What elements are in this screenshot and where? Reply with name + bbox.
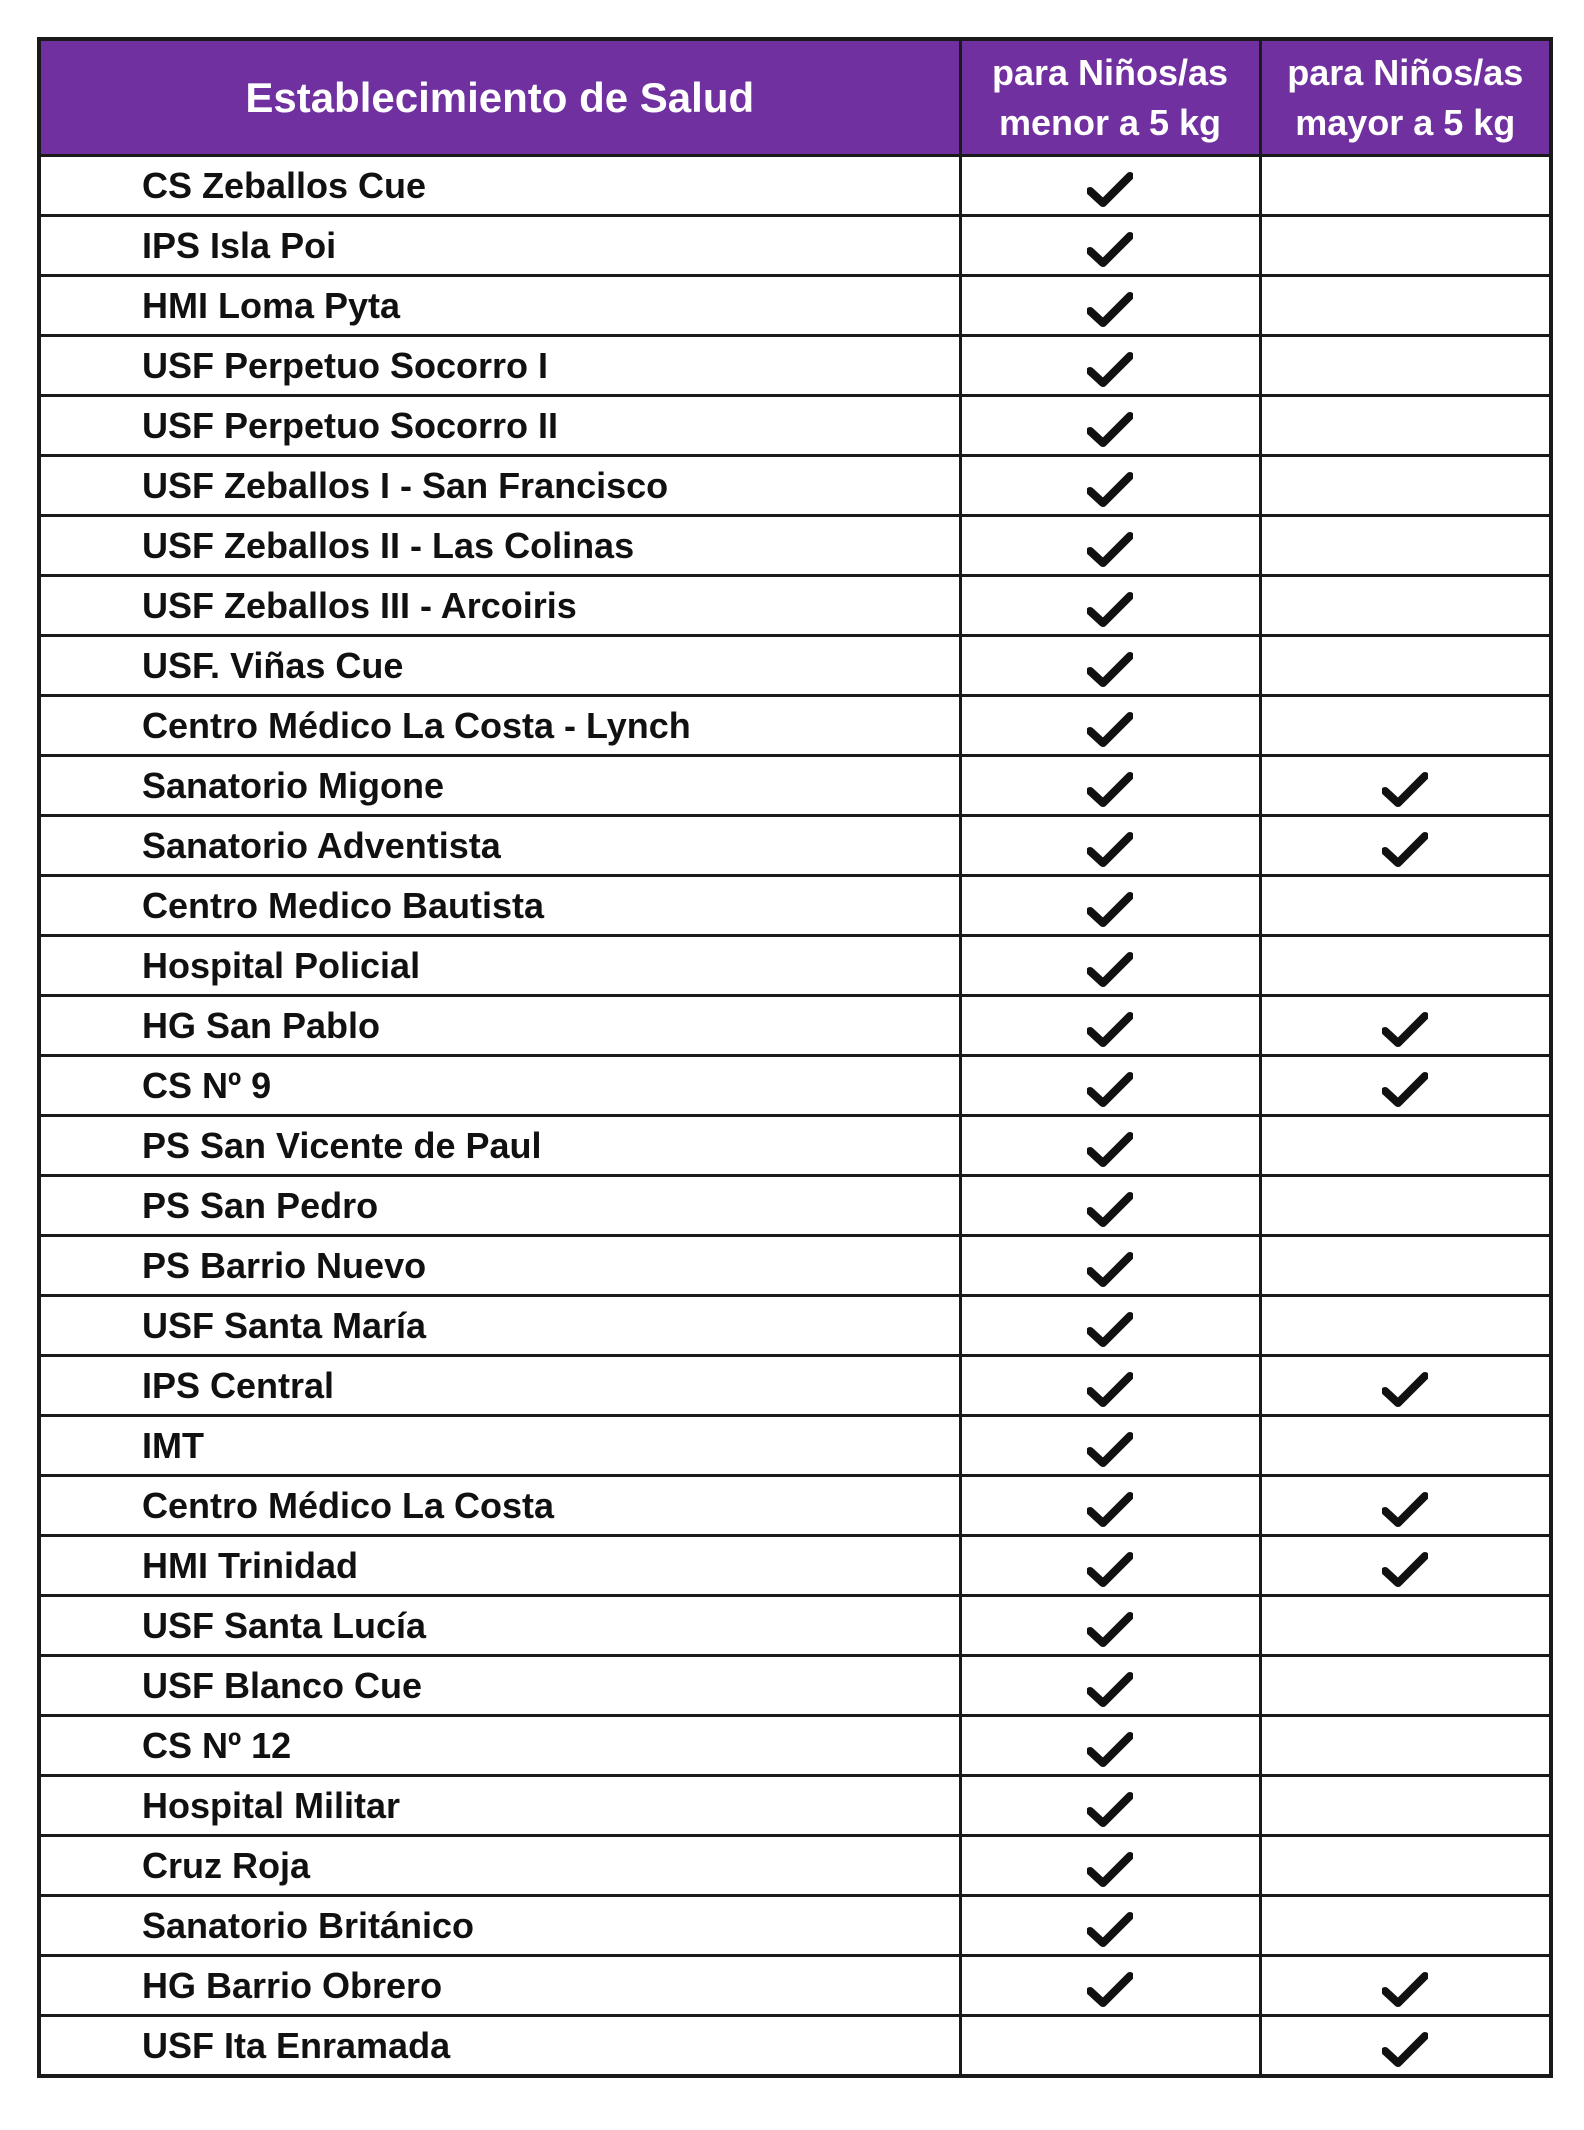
under-5kg-cell	[960, 336, 1260, 396]
checkmark-icon	[1087, 952, 1133, 988]
over-5kg-cell	[1260, 1536, 1551, 1596]
table-row	[39, 1536, 1551, 1596]
over-5kg-cell	[1260, 756, 1551, 816]
checkmark-icon	[1087, 412, 1133, 448]
table-row	[39, 816, 1551, 876]
table-row	[39, 216, 1551, 276]
table-row	[39, 1776, 1551, 1836]
checkmark-icon	[1087, 1252, 1133, 1288]
over-5kg-cell	[1260, 1356, 1551, 1416]
over-5kg-cell	[1260, 336, 1551, 396]
establishment-name: PS Barrio Nuevo	[39, 1236, 960, 1296]
establishment-name: PS San Vicente de Paul	[39, 1116, 960, 1176]
over-5kg-cell	[1260, 276, 1551, 336]
table-row	[39, 1596, 1551, 1656]
under-5kg-cell	[960, 1296, 1260, 1356]
under-5kg-cell	[960, 1836, 1260, 1896]
establishment-name: USF Santa Lucía	[39, 1596, 960, 1656]
establishment-name: USF Perpetuo Socorro II	[39, 396, 960, 456]
checkmark-icon	[1087, 1492, 1133, 1528]
table-row	[39, 636, 1551, 696]
checkmark-icon	[1087, 292, 1133, 328]
establishment-name: Cruz Roja	[39, 1836, 960, 1896]
over-5kg-cell	[1260, 996, 1551, 1056]
over-5kg-cell	[1260, 1896, 1551, 1956]
table-row	[39, 1116, 1551, 1176]
checkmark-icon	[1382, 832, 1428, 868]
checkmark-icon	[1087, 1972, 1133, 2008]
under-5kg-cell	[960, 156, 1260, 216]
establishments-table	[37, 37, 1553, 2078]
under-5kg-cell	[960, 1416, 1260, 1476]
over-5kg-cell	[1260, 1956, 1551, 2016]
table-row	[39, 276, 1551, 336]
over-5kg-cell	[1260, 1236, 1551, 1296]
establishment-name: PS San Pedro	[39, 1176, 960, 1236]
under-5kg-cell	[960, 1956, 1260, 2016]
checkmark-icon	[1087, 592, 1133, 628]
under-5kg-cell	[960, 516, 1260, 576]
under-5kg-cell	[960, 216, 1260, 276]
under-5kg-header-line-1: para Niños/as	[991, 51, 1229, 93]
checkmark-icon	[1087, 1372, 1133, 1408]
checkmark-icon	[1382, 2032, 1428, 2068]
over-5kg-cell	[1260, 696, 1551, 756]
table-row	[39, 516, 1551, 576]
table-row	[39, 336, 1551, 396]
under-5kg-cell	[960, 1596, 1260, 1656]
checkmark-icon	[1087, 472, 1133, 508]
establishment-name: Hospital Policial	[39, 936, 960, 996]
checkmark-icon	[1087, 1852, 1133, 1888]
checkmark-icon	[1087, 532, 1133, 568]
checkmark-icon	[1382, 1972, 1428, 2008]
over-5kg-cell	[1260, 216, 1551, 276]
establishment-name: IMT	[39, 1416, 960, 1476]
over-5kg-cell	[1260, 516, 1551, 576]
table-row	[39, 1236, 1551, 1296]
checkmark-icon	[1087, 892, 1133, 928]
checkmark-icon	[1087, 1552, 1133, 1588]
under-5kg-cell	[960, 876, 1260, 936]
checkmark-icon	[1087, 1612, 1133, 1648]
establishment-name: USF. Viñas Cue	[39, 636, 960, 696]
checkmark-icon	[1087, 172, 1133, 208]
establishment-name: Centro Médico La Costa	[39, 1476, 960, 1536]
establishment-name: HMI Trinidad	[39, 1536, 960, 1596]
over-5kg-cell	[1260, 816, 1551, 876]
under-5kg-cell	[960, 756, 1260, 816]
over-5kg-cell	[1260, 876, 1551, 936]
under-5kg-cell	[960, 1056, 1260, 1116]
establishment-name: IPS Isla Poi	[39, 216, 960, 276]
under-5kg-cell	[960, 816, 1260, 876]
under-5kg-cell	[960, 1116, 1260, 1176]
establishment-name: Sanatorio Migone	[39, 756, 960, 816]
table-header	[39, 39, 1551, 156]
establishment-name: Centro Médico La Costa - Lynch	[39, 696, 960, 756]
checkmark-icon	[1087, 1672, 1133, 1708]
establishment-name: HG San Pablo	[39, 996, 960, 1056]
under-5kg-cell	[960, 1656, 1260, 1716]
under-5kg-cell	[960, 1236, 1260, 1296]
establishment-name: CS Nº 12	[39, 1716, 960, 1776]
checkmark-icon	[1087, 1792, 1133, 1828]
over-5kg-cell	[1260, 1116, 1551, 1176]
over-5kg-cell	[1260, 1056, 1551, 1116]
establishment-name: IPS Central	[39, 1356, 960, 1416]
establishment-name: CS Zeballos Cue	[39, 156, 960, 216]
table-row	[39, 576, 1551, 636]
checkmark-icon	[1087, 1132, 1133, 1168]
over-5kg-cell	[1260, 156, 1551, 216]
checkmark-icon	[1087, 652, 1133, 688]
checkmark-icon	[1087, 1732, 1133, 1768]
table-row	[39, 156, 1551, 216]
over-5kg-cell	[1260, 1416, 1551, 1476]
under-5kg-cell	[960, 1176, 1260, 1236]
establishment-name: USF Zeballos III - Arcoiris	[39, 576, 960, 636]
under-5kg-cell	[960, 1356, 1260, 1416]
over-5kg-header-line-2: mayor a 5 kg	[1295, 101, 1516, 143]
table-row	[39, 1356, 1551, 1416]
under-5kg-column-header	[960, 39, 1260, 156]
table-row	[39, 1656, 1551, 1716]
table-row	[39, 936, 1551, 996]
establishment-name: Sanatorio Adventista	[39, 816, 960, 876]
under-5kg-cell	[960, 636, 1260, 696]
over-5kg-cell	[1260, 1476, 1551, 1536]
establishment-name: CS Nº 9	[39, 1056, 960, 1116]
table-row	[39, 996, 1551, 1056]
over-5kg-header-line-1: para Niños/as	[1287, 51, 1524, 93]
table-row	[39, 396, 1551, 456]
checkmark-icon	[1087, 352, 1133, 388]
under-5kg-header-line-2: menor a 5 kg	[998, 101, 1222, 143]
table-row	[39, 696, 1551, 756]
table-row	[39, 1896, 1551, 1956]
over-5kg-cell	[1260, 2016, 1551, 2077]
over-5kg-cell	[1260, 936, 1551, 996]
establishment-name: Hospital Militar	[39, 1776, 960, 1836]
establishment-name: USF Zeballos II - Las Colinas	[39, 516, 960, 576]
over-5kg-cell	[1260, 1716, 1551, 1776]
checkmark-icon	[1382, 1012, 1428, 1048]
table-row	[39, 2016, 1551, 2077]
checkmark-icon	[1087, 772, 1133, 808]
under-5kg-cell	[960, 1536, 1260, 1596]
establishment-column-header: Establecimiento de Salud	[39, 39, 960, 156]
establishment-name: USF Perpetuo Socorro I	[39, 336, 960, 396]
under-5kg-cell	[960, 576, 1260, 636]
over-5kg-cell	[1260, 576, 1551, 636]
over-5kg-cell	[1260, 1656, 1551, 1716]
table-row	[39, 1836, 1551, 1896]
establishment-name: Sanatorio Británico	[39, 1896, 960, 1956]
over-5kg-cell	[1260, 636, 1551, 696]
checkmark-icon	[1382, 1552, 1428, 1588]
checkmark-icon	[1382, 1492, 1428, 1528]
over-5kg-cell	[1260, 456, 1551, 516]
under-5kg-cell	[960, 396, 1260, 456]
checkmark-icon	[1087, 1312, 1133, 1348]
checkmark-icon	[1382, 772, 1428, 808]
table-row	[39, 1476, 1551, 1536]
establishment-name: USF Zeballos I - San Francisco	[39, 456, 960, 516]
table-row	[39, 1176, 1551, 1236]
establishment-name: USF Ita Enramada	[39, 2016, 960, 2077]
over-5kg-cell	[1260, 1176, 1551, 1236]
under-5kg-cell	[960, 1776, 1260, 1836]
checkmark-icon	[1087, 1072, 1133, 1108]
under-5kg-cell	[960, 696, 1260, 756]
establishment-name: HG Barrio Obrero	[39, 1956, 960, 2016]
over-5kg-cell	[1260, 1596, 1551, 1656]
checkmark-icon	[1087, 1012, 1133, 1048]
table-row	[39, 1056, 1551, 1116]
under-5kg-cell	[960, 1476, 1260, 1536]
under-5kg-cell	[960, 1896, 1260, 1956]
checkmark-icon	[1087, 1912, 1133, 1948]
establishment-name: HMI Loma Pyta	[39, 276, 960, 336]
checkmark-icon	[1087, 232, 1133, 268]
establishment-name: USF Blanco Cue	[39, 1656, 960, 1716]
over-5kg-cell	[1260, 1776, 1551, 1836]
checkmark-icon	[1087, 712, 1133, 748]
under-5kg-cell	[960, 1716, 1260, 1776]
under-5kg-cell	[960, 996, 1260, 1056]
over-5kg-cell	[1260, 1836, 1551, 1896]
checkmark-icon	[1087, 1192, 1133, 1228]
under-5kg-cell	[960, 456, 1260, 516]
table-row	[39, 1956, 1551, 2016]
under-5kg-cell	[960, 276, 1260, 336]
table-row	[39, 1296, 1551, 1356]
table-row	[39, 756, 1551, 816]
over-5kg-cell	[1260, 396, 1551, 456]
checkmark-icon	[1087, 1432, 1133, 1468]
table-body	[39, 156, 1551, 2077]
table-row	[39, 456, 1551, 516]
checkmark-icon	[1087, 832, 1133, 868]
table-row	[39, 1716, 1551, 1776]
over-5kg-cell	[1260, 1296, 1551, 1356]
under-5kg-cell	[960, 936, 1260, 996]
establishment-name: Centro Medico Bautista	[39, 876, 960, 936]
checkmark-icon	[1382, 1072, 1428, 1108]
over-5kg-column-header	[1260, 39, 1551, 156]
under-5kg-cell	[960, 2016, 1260, 2077]
header-row	[39, 39, 1551, 156]
establishment-name: USF Santa María	[39, 1296, 960, 1356]
table-row	[39, 1416, 1551, 1476]
table-row	[39, 876, 1551, 936]
checkmark-icon	[1382, 1372, 1428, 1408]
